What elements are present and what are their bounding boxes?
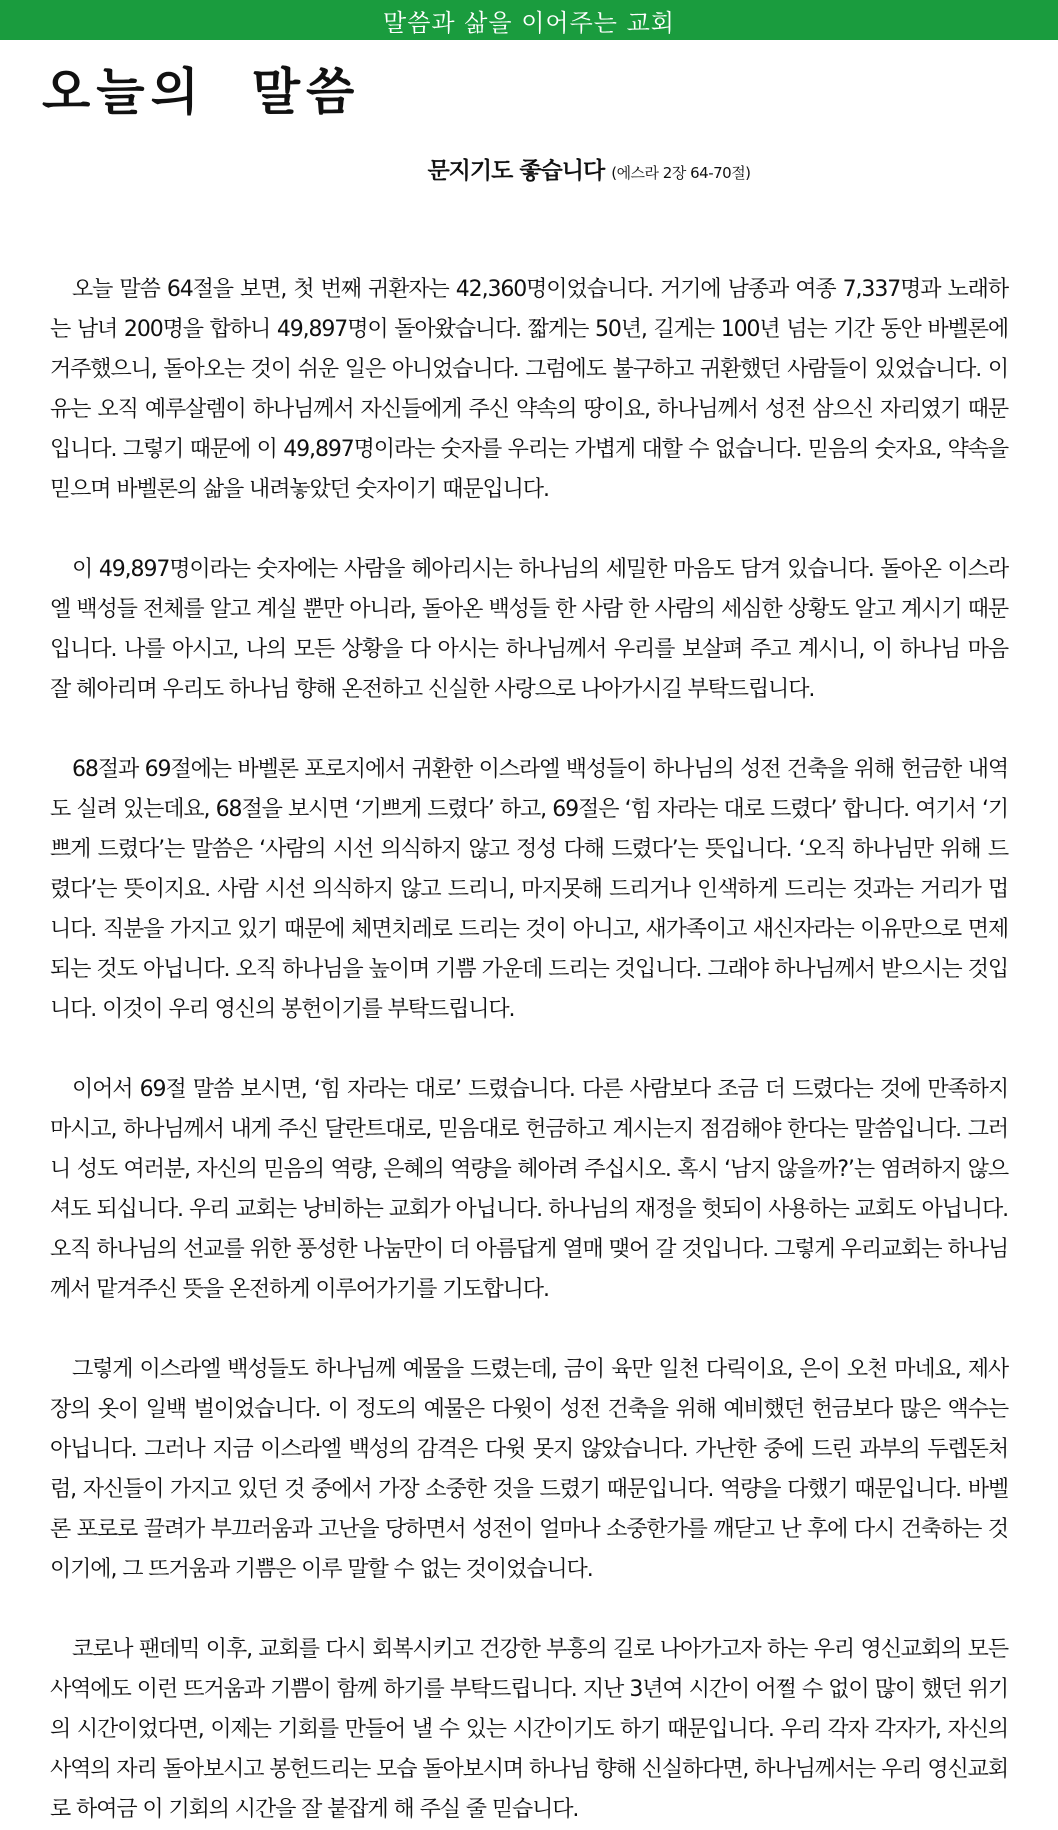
sermon-title: 문지기도 좋습니다 <box>427 158 605 184</box>
paragraph-4: 이어서 69절 말씀 보시면, ‘힘 자라는 대로’ 드렸습니다. 다른 사람보다 조금 더 드렸다는 것에 만족하지 마시고, 하나님께서 내게 주신 달란트대로, 믿음대로 헌금하고 계시는지 점검해야 한다는 말씀입니다. 그러니 성도 여러분, 자신의 믿음의 역량, 은혜의 역량을 헤아려 주십시오. 혹시 ‘남지 않을까?’는 염려하지 않으셔도 되십니다. 우리 교회는 낭비하는 교회가 아닙니다. 하나님의 재정을 헛되이 사용하는 교회도 아닙니다. 오직 하나님의 선교를 위한 풍성한 나눔만이 더 아름답게 열매 맺어 갈 것입니다. 그렇게 우리교회는 하나님께서 맡겨주신 뜻을 온전하게 이루어가기를 기도합니다. <box>50 1077 1008 1302</box>
paragraph-6: 코로나 팬데믹 이후, 교회를 다시 회복시키고 건강한 부흥의 길로 나아가고자 하는 우리 영신교회의 모든 사역에도 이런 뜨거움과 기쁨이 함께 하기를 부탁드립니다. 지난 3년여 시간이 어쩔 수 없이 많이 했던 위기의 시간이었다면, 이제는 기회를 만들어 낼 수 있는 시간이기도 하기 때문입니다. 우리 각자 각자가, 자신의 사역의 자리 돌아보시고 봉헌드리는 모습 돌아보시며 하나님 향해 신실하다면, 하나님께서는 우리 영신교회로 하여금 이 기회의 시간을 잘 붙잡게 해 주실 줄 믿습니다. <box>50 1637 1008 1822</box>
paragraph-1: 오늘 말씀 64절을 보면, 첫 번째 귀환자는 42,360명이었습니다. 거기에 남종과 여종 7,337명과 노래하는 남녀 200명을 합하니 49,897명이 돌아왔습니다. 짧게는 50년, 길게는 100년 넘는 기간 동안 바벨론에 거주했으니, 돌아오는 것이 쉬운 일은 아니었습니다. 그럼에도 불구하고 귀환했던 사람들이 있었습니다. 이유는 오직 예루살렘이 하나님께서 자신들에게 주신 약속의 땅이요, 하나님께서 성전 삼으신 자리였기 때문입니다. 그렇기 때문에 이 49,897명이라는 숫자를 우리는 가볍게 대할 수 없습니다. 믿음의 숫자요, 약속을 믿으며 바벨론의 삶을 내려놓았던 숫자이기 때문입니다. <box>50 277 1008 502</box>
church-slogan-banner <box>0 0 1058 40</box>
paragraph-3: 68절과 69절에는 바벨론 포로지에서 귀환한 이스라엘 백성들이 하나님의 성전 건축을 위해 헌금한 내역도 실려 있는데요, 68절을 보시면 ‘기쁘게 드렸다’ 하고, 69절은 ‘힘 자라는 대로 드렸다’ 합니다. 여기서 ‘기쁘게 드렸다’는 말씀은 ‘사람의 시선 의식하지 않고 정성 다해 드렸다’는 뜻입니다. ‘오직 하나님만 위해 드렸다’는 뜻이지요. 사람 시선 의식하지 않고 드리니, 마지못해 드리거나 인색하게 드리는 것과는 거리가 멉니다. 직분을 가지고 있기 때문에 체면치레로 드리는 것이 아니고, 새가족이고 새신자라는 이유만으로 면제되는 것도 아닙니다. 오직 하나님을 높이며 기쁨 가운데 드리는 것입니다. 그래야 하나님께서 받으시는 것입니다. 이것이 우리 영신의 봉헌이기를 부탁드립니다. <box>50 757 1008 1022</box>
sermon-subtitle <box>0 152 1058 185</box>
church-slogan-text: 말씀과 삶을 이어주는 교회 <box>383 8 675 37</box>
page-title: 오늘의 말씀 <box>42 63 361 121</box>
scripture-reference: (에스라 2장 64-70절) <box>611 164 751 182</box>
sermon-body <box>50 270 1008 1830</box>
paragraph-5: 그렇게 이스라엘 백성들도 하나님께 예물을 드렸는데, 금이 육만 일천 다릭이요, 은이 오천 마네요, 제사장의 옷이 일백 벌이었습니다. 이 정도의 예물은 다윗이 성전 건축을 위해 예비했던 헌금보다 많은 액수는 아닙니다. 그러나 지금 이스라엘 백성의 감격은 다윗 못지 않았습니다. 가난한 중에 드린 과부의 두렙돈처럼, 자신들이 가지고 있던 것 중에서 가장 소중한 것을 드렸기 때문입니다. 역량을 다했기 때문입니다. 바벨론 포로로 끌려가 부끄러움과 고난을 당하면서 성전이 얼마나 소중한가를 깨닫고 난 후에 다시 건축하는 것이기에, 그 뜨거움과 기쁨은 이루 말할 수 없는 것이었습니다. <box>50 1357 1008 1582</box>
paragraph-2: 이 49,897명이라는 숫자에는 사람을 헤아리시는 하나님의 세밀한 마음도 담겨 있습니다. 돌아온 이스라엘 백성들 전체를 알고 계실 뿐만 아니라, 돌아온 백성들 한 사람 한 사람의 세심한 상황도 알고 계시기 때문입니다. 나를 아시고, 나의 모든 상황을 다 아시는 하나님께서 우리를 보살펴 주고 계시니, 이 하나님 마음 잘 헤아리며 우리도 하나님 향해 온전하고 신실한 사랑으로 나아가시길 부탁드립니다. <box>50 557 1008 702</box>
